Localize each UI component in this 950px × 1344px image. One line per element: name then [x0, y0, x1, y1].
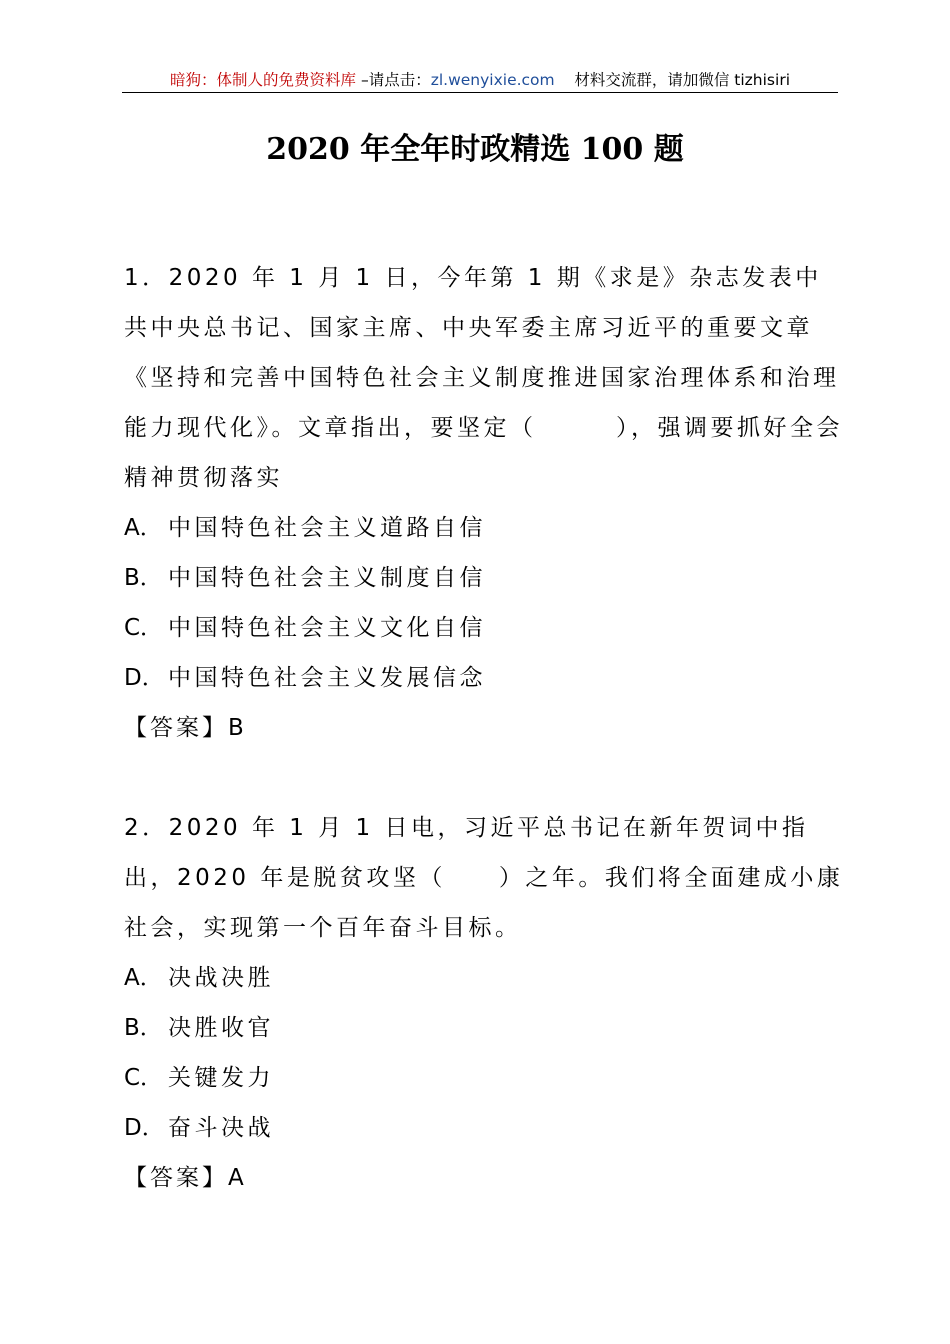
option-a — [124, 953, 844, 1003]
option-text: 奋斗决战 — [168, 1115, 274, 1141]
option-text: 中国特色社会主义道路自信 — [168, 515, 486, 541]
option-text: 中国特色社会主义文化自信 — [168, 615, 486, 641]
header-link[interactable]: zl.wenyixie.com — [430, 71, 555, 89]
option-d — [124, 653, 844, 703]
question-list — [124, 253, 844, 1253]
option-a — [124, 503, 844, 553]
header-prompt: –请点击： — [356, 71, 431, 89]
answer-line — [124, 1153, 844, 1203]
option-text: 中国特色社会主义发展信念 — [168, 665, 486, 691]
option-b — [124, 1003, 844, 1053]
header-site-name: 暗狗：体制人的免费资料库 — [170, 71, 357, 89]
question-1 — [124, 253, 844, 753]
answer-value: A — [228, 1165, 248, 1191]
header-contact: 材料交流群，请加微信 tizhisiri — [574, 71, 790, 89]
option-text: 关键发力 — [168, 1065, 274, 1091]
option-letter: B． — [124, 1015, 163, 1041]
option-d — [124, 1103, 844, 1153]
answer-line — [124, 703, 844, 753]
answer-value: B — [228, 715, 248, 741]
option-c — [124, 1053, 844, 1103]
option-letter: B． — [124, 565, 163, 591]
question-2 — [124, 803, 844, 1203]
document-title: 2020 年全年时政精选 100 题 — [266, 132, 684, 167]
option-letter: D． — [124, 665, 165, 691]
question-stem: 2．2020 年 1 月 1 日电，习近平总书记在新年贺词中指出，2020 年是脱贫攻坚（ ）之年。我们将全面建成小康社会，实现第一个百年奋斗目标。 — [124, 815, 844, 941]
option-text: 中国特色社会主义制度自信 — [168, 565, 486, 591]
option-letter: A． — [124, 965, 163, 991]
option-b — [124, 553, 844, 603]
answer-label: 【答案】 — [124, 715, 228, 741]
option-text: 决胜收官 — [168, 1015, 274, 1041]
page-header — [122, 70, 838, 93]
option-letter: C． — [124, 615, 164, 641]
question-stem: 1．2020 年 1 月 1 日，今年第 1 期《求是》杂志发表中共中央总书记、国家主席、中央军委主席习近平的重要文章《坚持和完善中国特色社会主义制度推进国家治理体系和治理能力现代化》。文章指出，要坚定（ ），强调要抓好全会精神贯彻落实 — [124, 265, 843, 491]
option-text: 决战决胜 — [168, 965, 274, 991]
option-letter: A． — [124, 515, 163, 541]
option-letter: D． — [124, 1115, 165, 1141]
answer-label: 【答案】 — [124, 1165, 228, 1191]
option-letter: C． — [124, 1065, 164, 1091]
option-c — [124, 603, 844, 653]
